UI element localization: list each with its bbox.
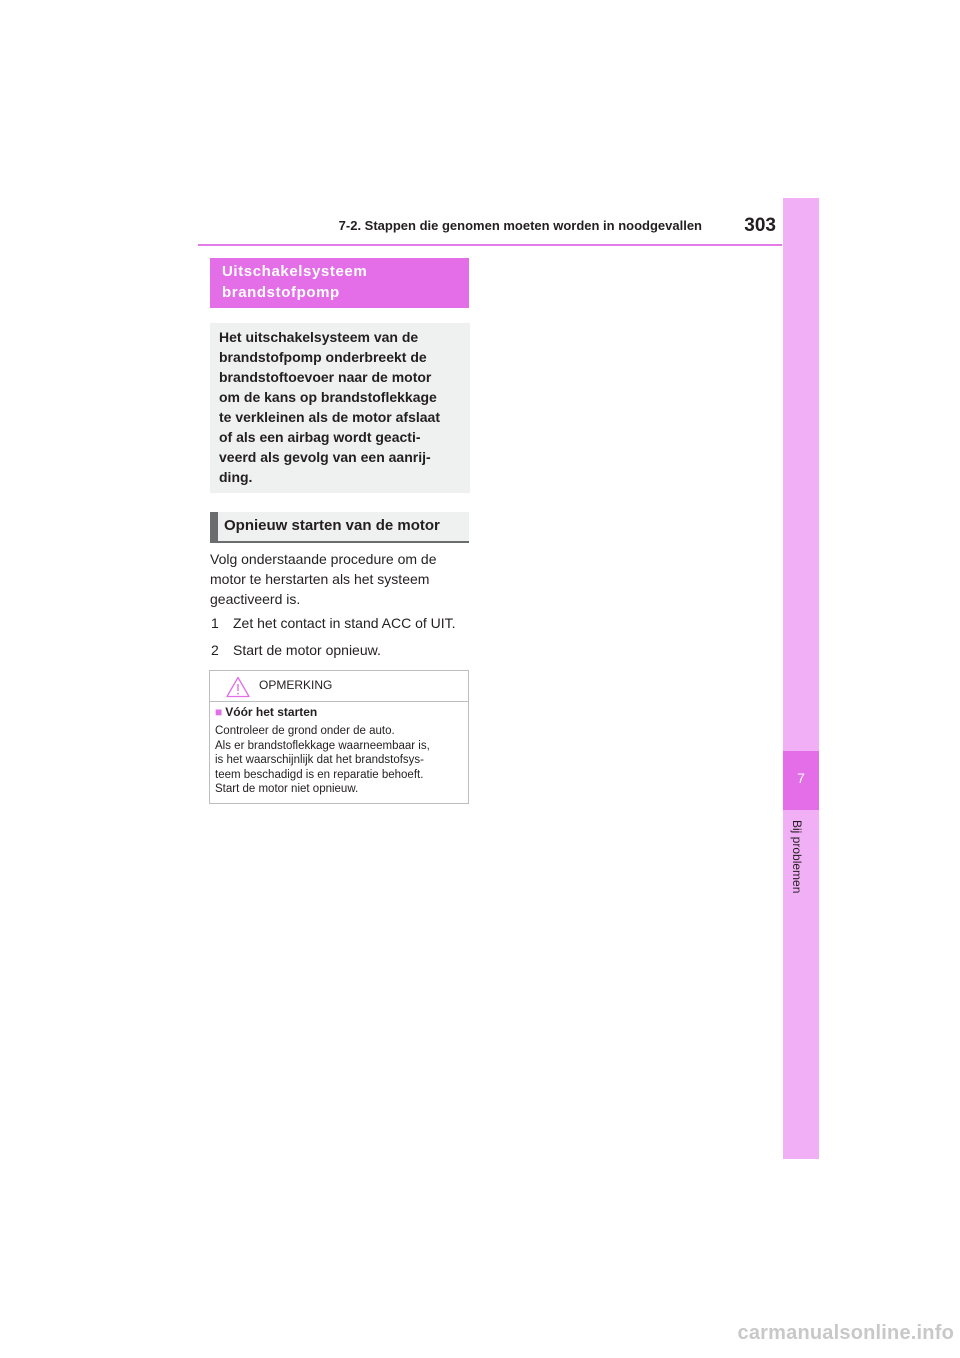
procedure-intro: Volg onderstaande procedure om de motor te herstarten als het systeem geactiveerd is. [210, 551, 437, 607]
note-body: Controleer de grond onder de auto. Als er brandstoflekkage waarneembaar is, is het waarschijnlijk dat het brandstofsys- teem beschadigd is en reparatie behoeft. Start de motor niet opnieuw. [215, 725, 430, 795]
header-divider [198, 244, 782, 246]
step-number: 2 [211, 642, 219, 658]
bullet-square-icon: ■ [215, 705, 223, 719]
warning-triangle-icon [226, 676, 250, 698]
summary-box: Het uitschakelsysteem van de brandstofpomp onderbreekt de brandstoftoevoer naar de motor om de kans op brandstoflekkage te verkleinen als de motor afslaat of als een airbag wordt geacti- veerd als gevolg van een aanrij- ding. [210, 323, 470, 493]
chapter-tab-number: 7 [797, 770, 805, 786]
section-heading-restart-engine: Opnieuw starten van de motor [210, 512, 469, 543]
chapter-side-tab [783, 198, 819, 1159]
note-box [209, 670, 469, 804]
watermark: carmanualsonline.info [737, 1322, 954, 1344]
step-text: Start de motor opnieuw. [233, 642, 381, 658]
procedure-step [211, 640, 381, 660]
step-text: Zet het contact in stand ACC of UIT. [233, 615, 456, 631]
section-heading-fuel-pump-shutoff: Uitschakelsysteem brandstofpomp [210, 258, 469, 308]
note-title: OPMERKING [259, 678, 333, 692]
note-subtitle-text: Vóór het starten [225, 705, 318, 719]
chapter-tab-label: Bij problemen [790, 820, 804, 894]
note-header [210, 671, 468, 702]
chapter-title: 7-2. Stappen die genomen moeten worden in noodgevallen [338, 218, 702, 233]
procedure-step [211, 613, 456, 633]
step-number: 1 [211, 615, 219, 631]
page-number: 303 [744, 215, 776, 236]
note-subtitle [215, 705, 317, 719]
